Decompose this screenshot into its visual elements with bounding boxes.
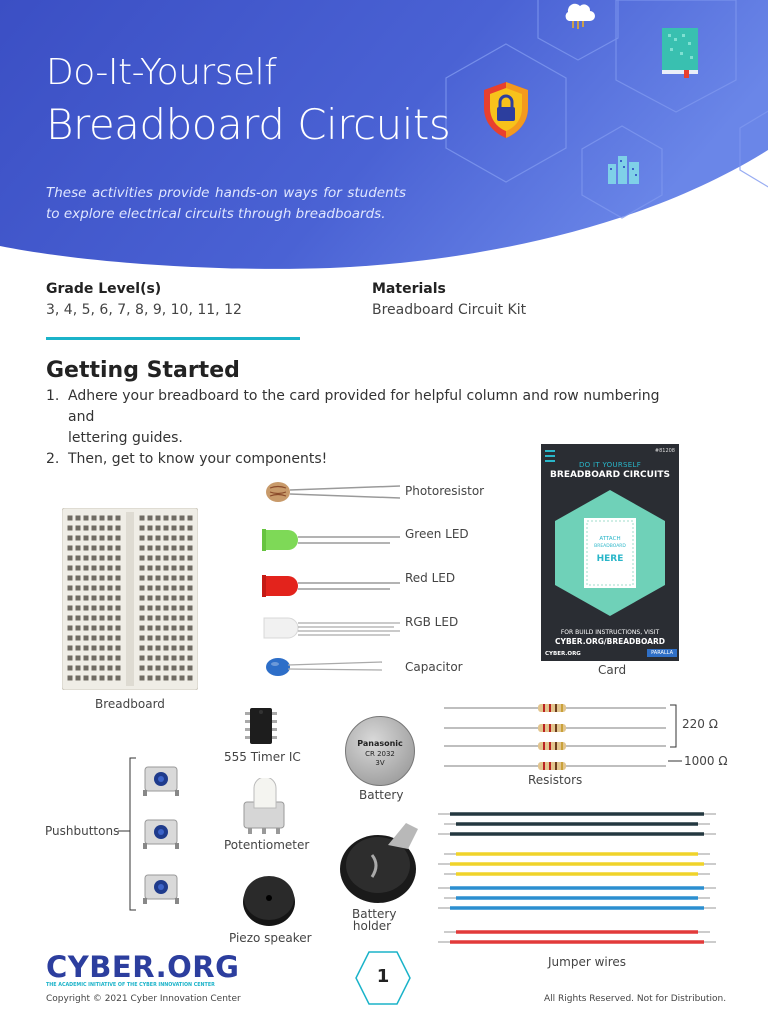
- card-instr2: CYBER.ORG/BREADBOARD: [555, 637, 665, 646]
- breadboard-image: [62, 508, 198, 690]
- grade-value: 3, 4, 5, 6, 7, 8, 9, 10, 11, 12: [46, 302, 242, 318]
- rgb-led-caption: RGB LED: [405, 615, 459, 629]
- step-number: 2.: [46, 451, 60, 467]
- step-text: Then, get to know your components!: [68, 451, 328, 467]
- battery-caption: Battery: [359, 788, 404, 802]
- cloud-icon: [560, 0, 596, 30]
- step-text: Adhere your breadboard to the card provided for helpful column and row numbering and: [68, 388, 660, 425]
- resistor-1000-label: 1000 Ω: [684, 754, 728, 768]
- pushbutton-image: [142, 762, 180, 798]
- header-subtitle: These activities provide hands-on ways for students to explore electrical circuits through breadboards.: [46, 185, 406, 222]
- materials-value: Breadboard Circuit Kit: [372, 302, 527, 318]
- rgb-led-image: [262, 614, 402, 642]
- card-brand: CYBER.ORG: [545, 651, 581, 657]
- card-line1: DO IT YOURSELF: [578, 461, 642, 469]
- section-divider: [46, 337, 300, 340]
- cyber-org-logo: [46, 952, 239, 989]
- pushbutton-bracket: [118, 756, 138, 912]
- photoresistor-caption: Photoresistor: [405, 484, 485, 498]
- photoresistor-image: [262, 478, 402, 508]
- resistor-bracket: [668, 704, 682, 748]
- book-icon: [660, 26, 700, 78]
- green-led-caption: Green LED: [405, 527, 469, 541]
- timer-ic-image: [243, 706, 279, 748]
- step-text-cont: lettering guides.: [68, 430, 183, 446]
- potentiometer-caption: Potentiometer: [224, 838, 310, 852]
- title-line-2: Breadboard Circuits: [46, 100, 451, 149]
- card-attach1: ATTACH: [599, 536, 621, 542]
- page-number: 1: [376, 966, 390, 987]
- title-line-1: Do-It-Yourself: [46, 52, 277, 93]
- step-item: [46, 386, 686, 449]
- pushbuttons-caption: Pushbuttons: [45, 824, 120, 838]
- copyright: Copyright © 2021 Cyber Innovation Center: [46, 994, 241, 1004]
- resistor-arrow-line: [668, 756, 682, 766]
- card-line2: BREADBOARD CIRCUITS: [550, 470, 670, 480]
- card-attach2: BREADBOARD: [594, 544, 626, 549]
- card-hexagon: [553, 488, 667, 618]
- battery-holder-caption-line2: holder: [352, 919, 392, 933]
- potentiometer-image: [240, 778, 290, 836]
- pushbutton-image: [142, 815, 180, 851]
- battery-brand: Panasonic: [357, 739, 403, 748]
- battery-holder-caption: [352, 907, 397, 933]
- red-led-image: [262, 572, 402, 600]
- breadboard-caption: Breadboard: [95, 697, 165, 711]
- card-image: [541, 444, 679, 661]
- green-led-image: [262, 526, 402, 554]
- getting-started-title: Getting Started: [46, 358, 240, 383]
- piezo-image: [240, 868, 298, 928]
- red-led-caption: Red LED: [405, 571, 456, 585]
- battery-volt: 3V: [375, 759, 385, 767]
- step-number: 1.: [46, 388, 60, 404]
- card-attach3: HERE: [596, 554, 624, 564]
- rights-notice: All Rights Reserved. Not for Distribution.: [544, 994, 727, 1004]
- resistors-caption: Resistors: [528, 773, 583, 787]
- pushbutton-image: [142, 870, 180, 906]
- resistors-image: [440, 696, 670, 770]
- timer-ic-caption: 555 Timer IC: [224, 750, 301, 764]
- shield-lock-icon: [482, 80, 530, 140]
- capacitor-caption: Capacitor: [405, 660, 463, 674]
- battery-image: [345, 716, 415, 786]
- jumper-wires-caption: Jumper wires: [548, 955, 627, 969]
- materials-label: Materials: [372, 281, 446, 297]
- logo-text: CYBER.ORG: [46, 950, 240, 984]
- battery-holder-image: [336, 815, 426, 907]
- card-partner: PARALLA: [647, 649, 677, 657]
- capacitor-image: [262, 654, 402, 680]
- jumper-wires-image: [436, 808, 718, 958]
- card-instr1: FOR BUILD INSTRUCTIONS, VISIT: [560, 629, 660, 636]
- card-code: #81208: [654, 448, 675, 454]
- grade-label: Grade Level(s): [46, 281, 162, 297]
- resistor-220-label: 220 Ω: [682, 717, 718, 731]
- piezo-caption: Piezo speaker: [229, 931, 312, 945]
- logo-tagline: THE ACADEMIC INITIATIVE OF THE CYBER INNOVATION CENTER: [46, 983, 215, 988]
- battery-holder-caption-line1: Battery: [352, 907, 397, 921]
- battery-model: CR 2032: [365, 750, 395, 758]
- city-icon: [606, 150, 642, 186]
- card-caption: Card: [598, 663, 627, 677]
